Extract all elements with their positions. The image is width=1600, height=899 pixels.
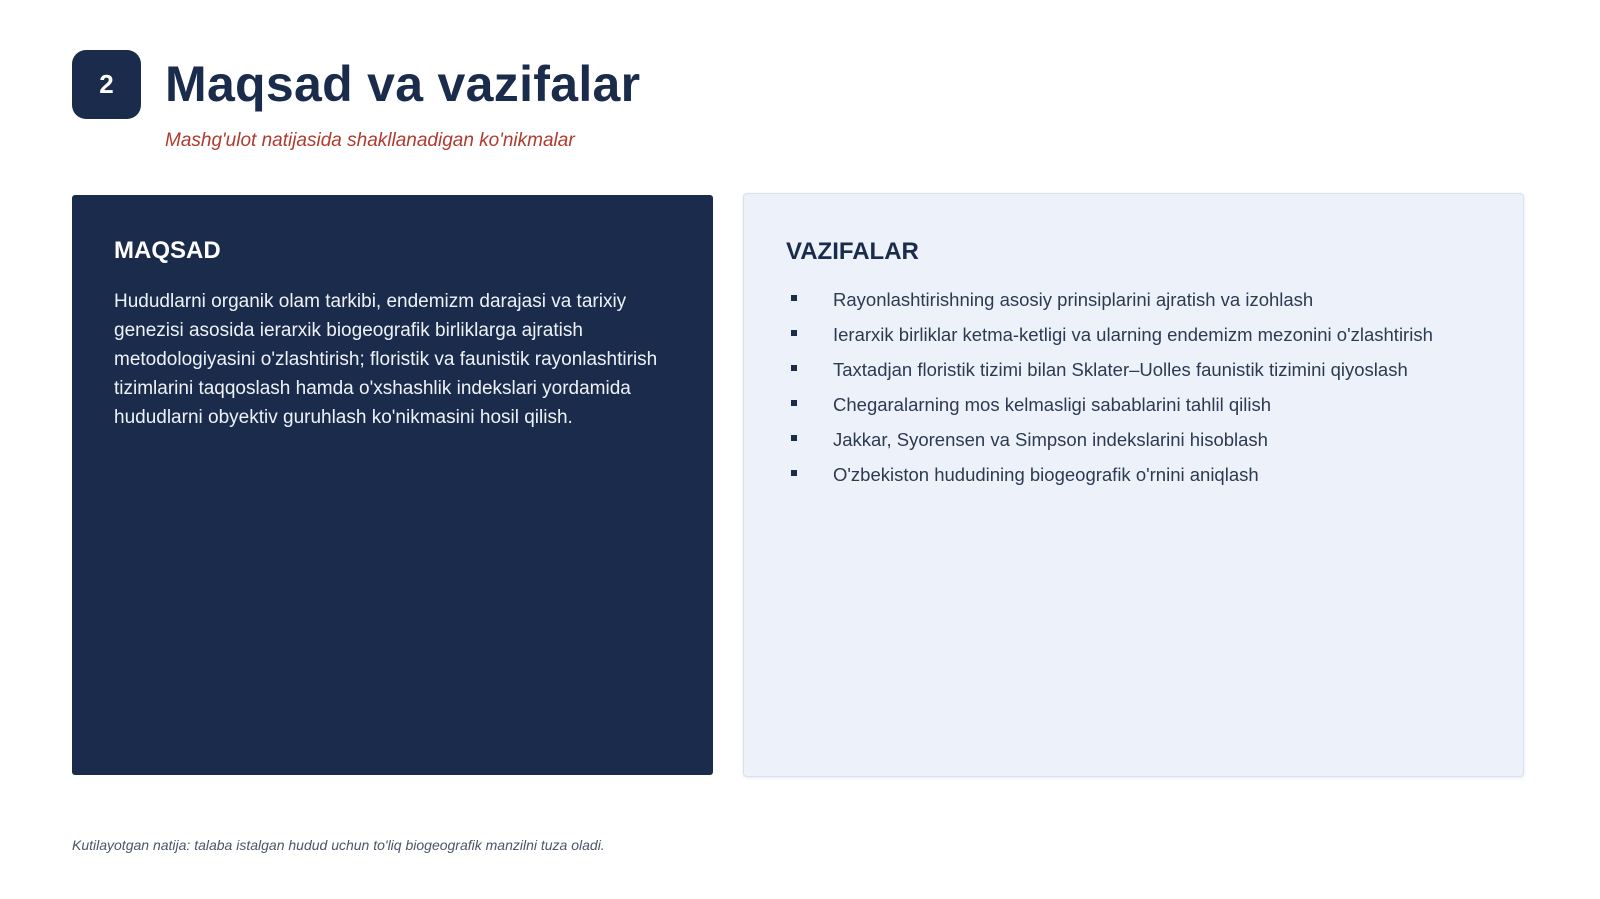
page-title: Maqsad va vazifalar	[165, 56, 641, 112]
goal-text: Hududlarni organik olam tarkibi, endemizm darajasi va tarixiy genezisi asosida ierarxik biogeografik birliklarga ajratish metodologiyasini o'zlashtirish; floristik va faunistik rayonlashtirish tizimlarini taqqoslash hamda o'xshashlik indekslari yordamida hududlarni obyektiv guruhlash ko'nikmasini hosil qilish.	[114, 291, 658, 428]
task-text: O'zbekiston hududining biogeografik o'rnini aniqlash	[833, 464, 1259, 485]
square-bullet-icon	[791, 295, 797, 301]
section-number-badge: 2	[72, 50, 141, 119]
task-text: Rayonlashtirishning asosiy prinsiplarini ajratish va izohlash	[833, 289, 1314, 310]
tasks-heading: VAZIFALAR	[786, 238, 919, 265]
goal-heading: MAQSAD	[114, 237, 221, 264]
task-text: Chegaralarning mos kelmasligi sabablarini tahlil qilish	[833, 394, 1272, 415]
task-text: Jakkar, Syorensen va Simpson indekslarini hisoblash	[833, 429, 1268, 450]
square-bullet-icon	[791, 330, 797, 336]
task-list	[786, 286, 1506, 496]
goal-card	[72, 195, 713, 775]
task-item	[786, 321, 1506, 356]
task-item	[786, 391, 1506, 426]
task-item	[786, 461, 1506, 496]
square-bullet-icon	[791, 365, 797, 371]
expected-result-note: Kutilayotgan natija: talaba istalgan hudud uchun to'liq biogeografik manzilni tuza oladi.	[72, 837, 605, 853]
square-bullet-icon	[791, 435, 797, 441]
task-item	[786, 286, 1506, 321]
page-subtitle: Mashg'ulot natijasida shakllanadigan ko'nikmalar	[165, 130, 575, 151]
tasks-card	[743, 193, 1524, 777]
square-bullet-icon	[791, 400, 797, 406]
square-bullet-icon	[791, 470, 797, 476]
task-text: Ierarxik birliklar ketma-ketligi va ularning endemizm mezonini o'zlashtirish	[833, 324, 1433, 345]
task-text: Taxtadjan floristik tizimi bilan Sklater–Uolles faunistik tizimini qiyoslash	[833, 359, 1408, 380]
task-item	[786, 356, 1506, 391]
task-item	[786, 426, 1506, 461]
